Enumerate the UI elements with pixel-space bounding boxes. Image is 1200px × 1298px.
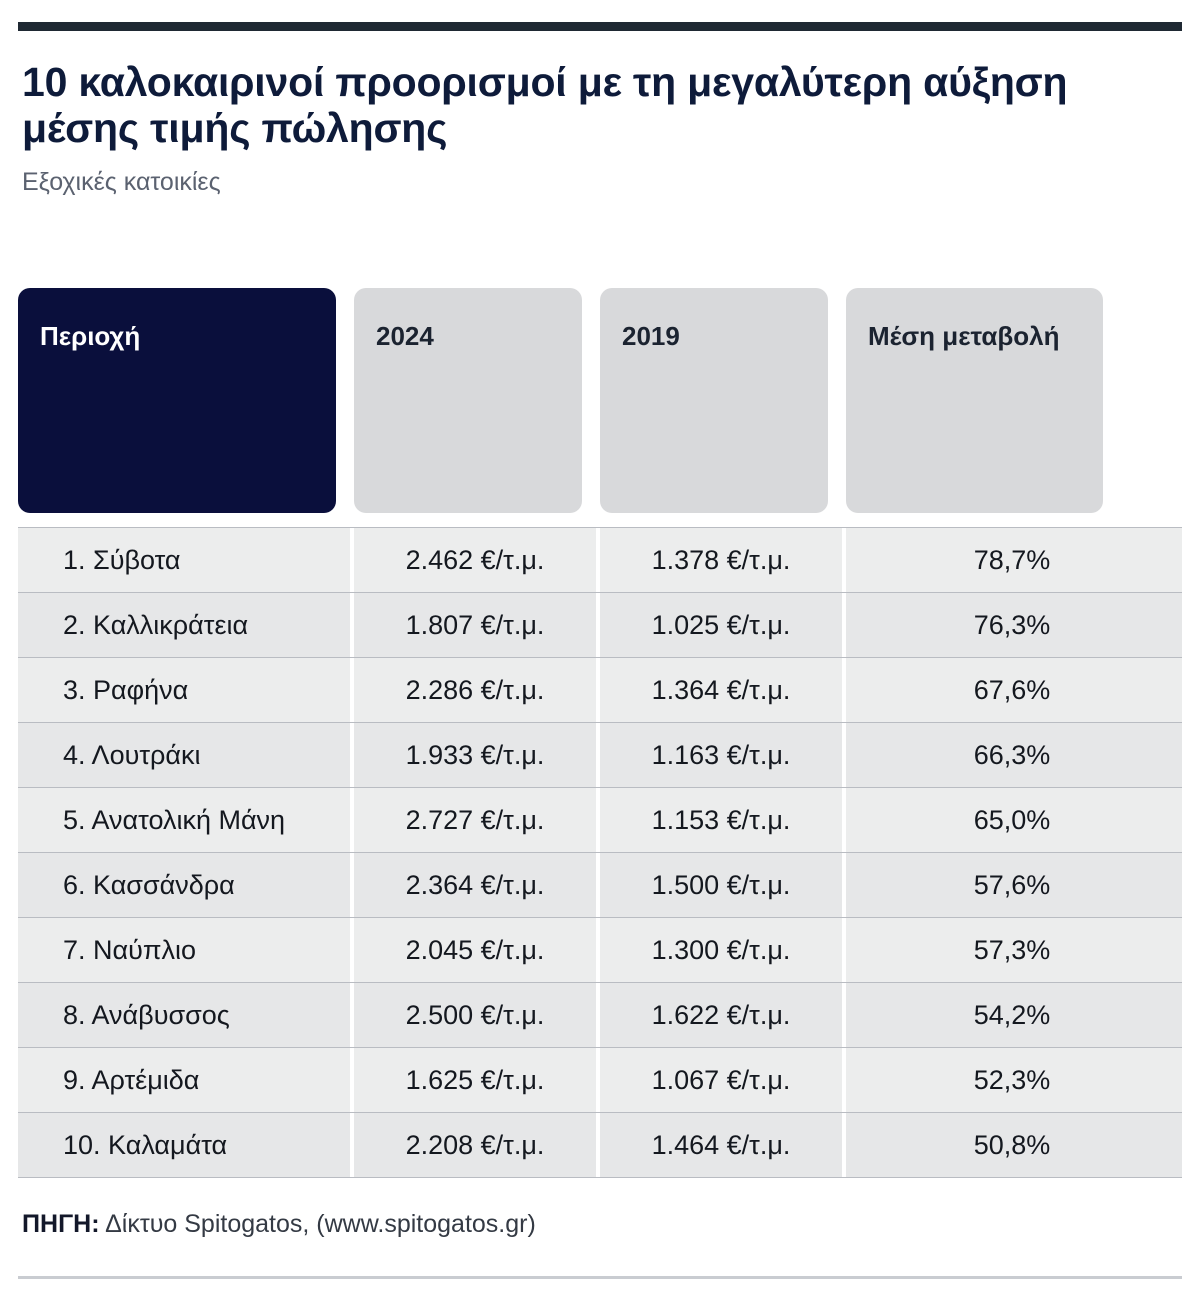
cell-region: 2. Καλλικράτεια	[18, 593, 354, 657]
cell-2019: 1.622 €/τ.μ.	[600, 983, 846, 1047]
cell-change: 76,3%	[973, 609, 1051, 640]
cell-2024: 2.045 €/τ.μ.	[354, 918, 600, 982]
column-header-region: Περιοχή	[18, 288, 336, 513]
header	[22, 60, 1172, 197]
column-header-2019: 2019	[600, 288, 828, 513]
cell-region: 3. Ραφήνα	[18, 658, 354, 722]
cell-2024: 1.625 €/τ.μ.	[354, 1048, 600, 1112]
page-title: 10 καλοκαιρινοί προορισμοί με τη μεγαλύτερη αύξηση μέσης τιμής πώλησης	[22, 59, 1068, 151]
table-row	[18, 593, 1182, 658]
table-header-row	[18, 288, 1182, 513]
cell-change: 78,7%	[973, 544, 1051, 575]
source-note	[22, 1210, 1172, 1239]
cell-change: 57,6%	[973, 869, 1051, 900]
cell-2019: 1.153 €/τ.μ.	[600, 788, 846, 852]
cell-change: 50,8%	[973, 1129, 1051, 1160]
top-divider	[18, 22, 1182, 31]
cell-2024: 2.208 €/τ.μ.	[354, 1113, 600, 1177]
source-text: Δίκτυο Spitogatos, (www.spitogatos.gr)	[105, 1210, 536, 1238]
cell-2019: 1.464 €/τ.μ.	[600, 1113, 846, 1177]
cell-change: 65,0%	[973, 804, 1051, 835]
column-header-change: Μέση μεταβολή	[846, 288, 1103, 513]
cell-change: 57,3%	[973, 934, 1051, 965]
table-row	[18, 983, 1182, 1048]
cell-region: 6. Κασσάνδρα	[18, 853, 354, 917]
cell-2019: 1.300 €/τ.μ.	[600, 918, 846, 982]
table-row	[18, 853, 1182, 918]
table-row	[18, 723, 1182, 788]
cell-region: 1. Σύβοτα	[18, 528, 354, 592]
cell-region: 5. Ανατολική Μάνη	[18, 788, 354, 852]
cell-2019: 1.163 €/τ.μ.	[600, 723, 846, 787]
cell-2019: 1.364 €/τ.μ.	[600, 658, 846, 722]
cell-2019: 1.067 €/τ.μ.	[600, 1048, 846, 1112]
cell-2019: 1.378 €/τ.μ.	[600, 528, 846, 592]
source-label: ΠΗΓΗ:	[22, 1210, 100, 1238]
cell-change: 67,6%	[973, 674, 1051, 705]
cell-region: 10. Καλαμάτα	[18, 1113, 354, 1177]
cell-region: 4. Λουτράκι	[18, 723, 354, 787]
table-row	[18, 788, 1182, 853]
cell-change: 66,3%	[973, 739, 1051, 770]
table-row	[18, 1113, 1182, 1178]
cell-2024: 2.500 €/τ.μ.	[354, 983, 600, 1047]
table-row	[18, 918, 1182, 983]
cell-2024: 2.462 €/τ.μ.	[354, 528, 600, 592]
page-subtitle: Εξοχικές κατοικίες	[22, 167, 221, 196]
table-row	[18, 658, 1182, 723]
cell-2024: 2.286 €/τ.μ.	[354, 658, 600, 722]
bottom-divider	[18, 1276, 1182, 1279]
cell-2024: 1.807 €/τ.μ.	[354, 593, 600, 657]
cell-region: 8. Ανάβυσσος	[18, 983, 354, 1047]
cell-region: 7. Ναύπλιο	[18, 918, 354, 982]
cell-2024: 1.933 €/τ.μ.	[354, 723, 600, 787]
cell-change: 52,3%	[973, 1064, 1051, 1095]
cell-2019: 1.025 €/τ.μ.	[600, 593, 846, 657]
cell-change: 54,2%	[973, 999, 1051, 1030]
table-body	[18, 527, 1182, 1178]
table-row	[18, 1048, 1182, 1113]
cell-2019: 1.500 €/τ.μ.	[600, 853, 846, 917]
cell-region: 9. Αρτέμιδα	[18, 1048, 354, 1112]
column-header-2024: 2024	[354, 288, 582, 513]
data-table	[18, 288, 1182, 1178]
cell-2024: 2.727 €/τ.μ.	[354, 788, 600, 852]
cell-2024: 2.364 €/τ.μ.	[354, 853, 600, 917]
table-row	[18, 528, 1182, 593]
